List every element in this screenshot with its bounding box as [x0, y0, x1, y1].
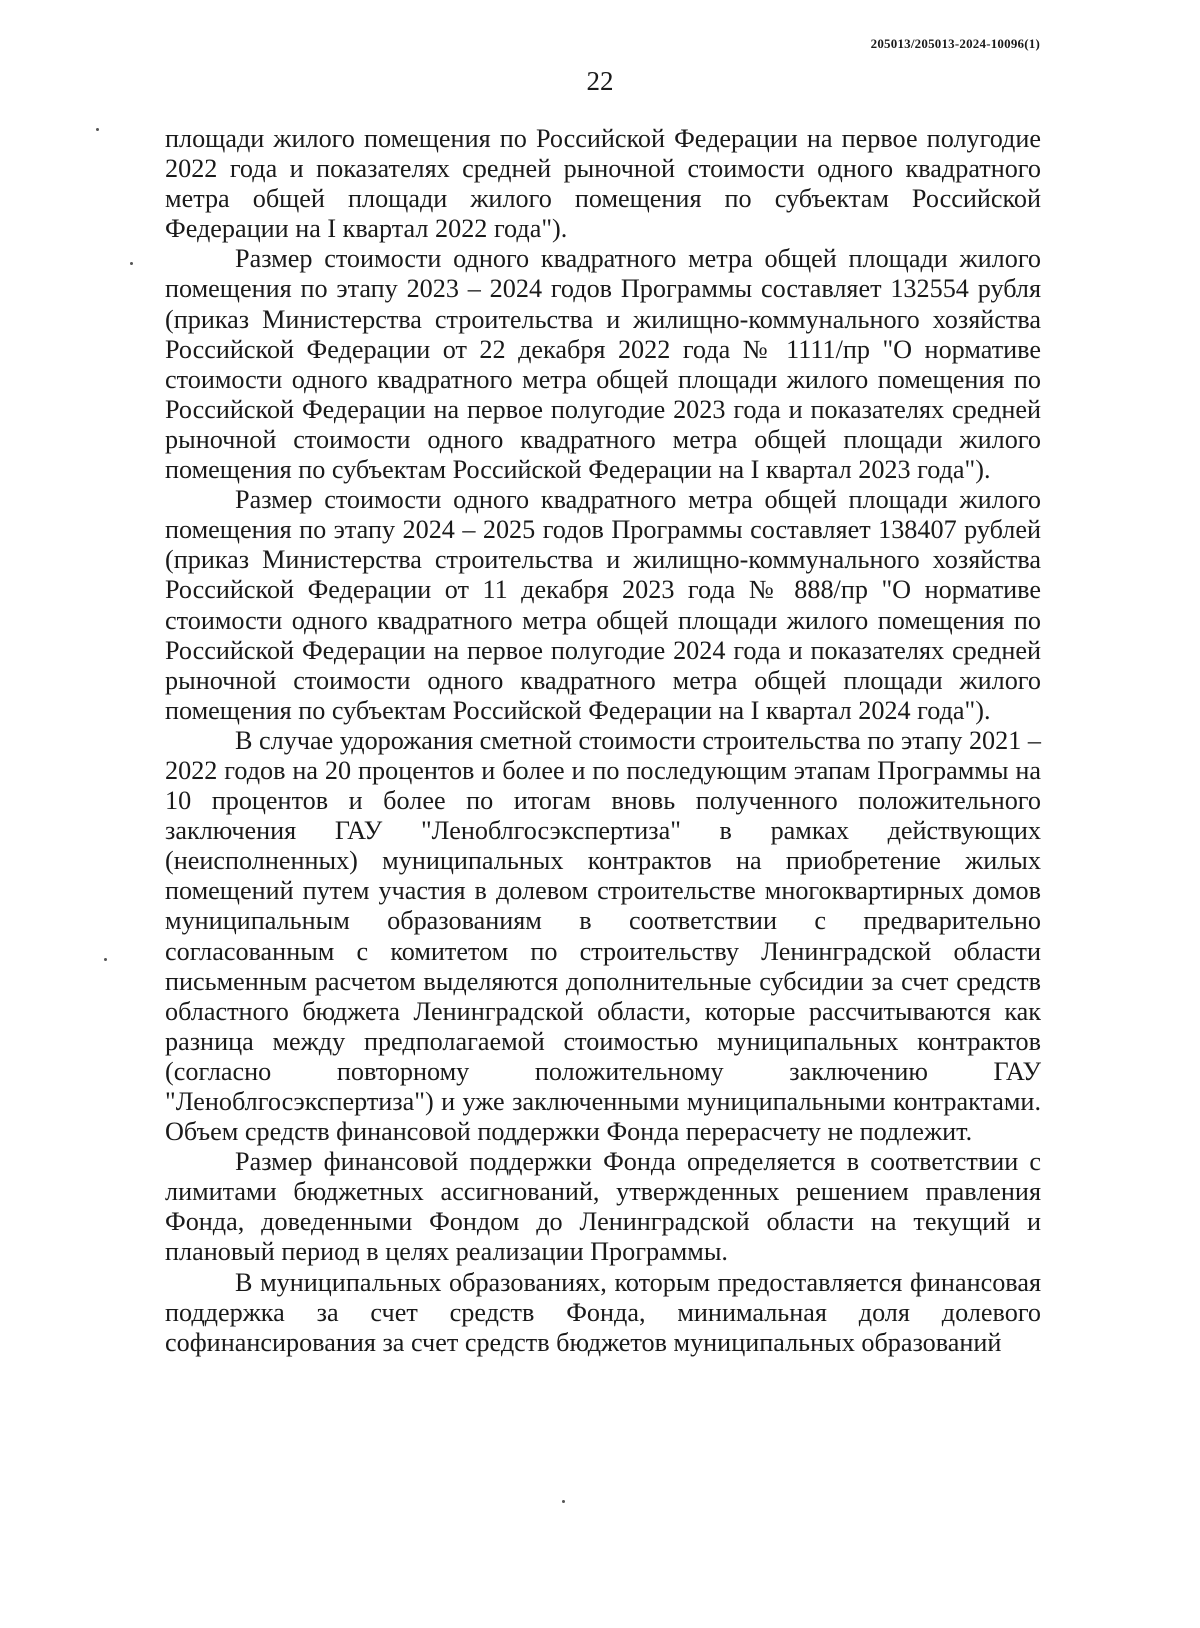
scan-speck: [130, 262, 133, 265]
document-registration-number: 205013/205013-2024-10096(1): [870, 36, 1040, 51]
paragraph-cost-2024-2025: Размер стоимости одного квадратного метра общей площади жилого помещения по этапу 2024 – 2025 годов Программы составляет 138407 рублей (приказ Министерства строительства и жилищно-коммунального хозяйства Российской Федерации от 11 декабря 2023 года № 888/пр "О нормативе стоимости одного квадратного метра общей площади жилого помещения по Российской Федерации на первое полугодие 2024 года и показателях средней рыночной стоимости одного квадратного метра общей площади жилого помещения по субъектам Российской Федерации на I квартал 2024 года").: [165, 485, 1041, 725]
paragraph-continuation: площади жилого помещения по Российской Федерации на первое полугодие 2022 года и показателях средней рыночной стоимости одного квадратного метра общей площади жилого помещения по субъектам Российской Федерации на I квартал 2022 года").: [165, 124, 1041, 244]
paragraph-cost-increase: В случае удорожания сметной стоимости строительства по этапу 2021 – 2022 годов на 20 процентов и более и по последующим этапам Программы на 10 процентов и более по итогам вновь полученного положительного заключения ГАУ "Леноблгосэкспертиза" в рамках действующих (неисполненных) муниципальных контрактов на приобретение жилых помещений путем участия в долевом строительстве многоквартирных домов муниципальным образованиям в соответствии с предварительно согласованным с комитетом по строительству Ленинградской области письменным расчетом выделяются дополнительные субсидии за счет средств областного бюджета Ленинградской области, которые рассчитываются как разница между предполагаемой стоимостью муниципальных контрактов (согласно повторному положительному заключению ГАУ "Леноблгосэкспертиза") и уже заключенными муниципальными контрактами. Объем средств финансовой поддержки Фонда перерасчету не подлежит.: [165, 725, 1041, 1147]
paragraph-fund-support: Размер финансовой поддержки Фонда определяется в соответствии с лимитами бюджетных ассигнований, утвержденных решением правления Фонда, доведенными Фондом до Ленинградской области на текущий и плановый период в целях реализации Программы.: [165, 1147, 1041, 1267]
paragraph-cofinancing: В муниципальных образованиях, которым предоставляется финансовая поддержка за счет средств Фонда, минимальная доля долевого софинансирования за счет средств бюджетов муниципальных образований: [165, 1267, 1041, 1357]
scan-speck: [96, 128, 99, 131]
scan-speck: [562, 1500, 565, 1503]
page-number: 22: [586, 66, 614, 96]
document-body: [165, 124, 1041, 1358]
paragraph-cost-2023-2024: Размер стоимости одного квадратного метра общей площади жилого помещения по этапу 2023 – 2024 годов Программы составляет 132554 рубля (приказ Министерства строительства и жилищно-коммунального хозяйства Российской Федерации от 22 декабря 2022 года № 1111/пр "О нормативе стоимости одного квадратного метра общей площади жилого помещения по Российской Федерации на первое полугодие 2023 года и показателях средней рыночной стоимости одного квадратного метра общей площади жилого помещения по субъектам Российской Федерации на I квартал 2023 года").: [165, 244, 1041, 485]
scan-speck: [104, 958, 107, 961]
